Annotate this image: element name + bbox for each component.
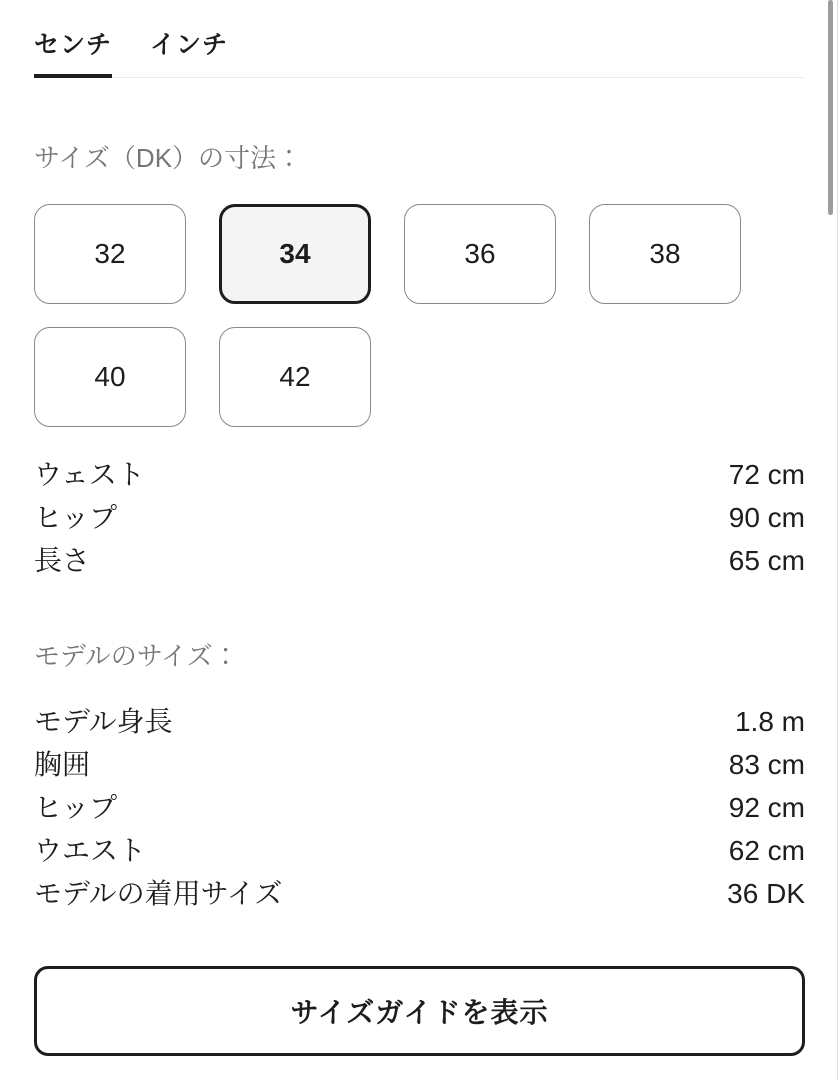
model-row xyxy=(34,700,805,743)
model-row-label: ヒップ xyxy=(34,792,118,823)
model-row xyxy=(34,872,805,915)
size-button-42[interactable]: 42 xyxy=(219,327,371,427)
model-section-heading: モデルのサイズ： xyxy=(34,641,239,671)
model-row-value: 92 cm xyxy=(728,792,805,823)
model-row-label: ウエスト xyxy=(34,835,147,866)
model-row xyxy=(34,743,805,786)
size-button-36[interactable]: 36 xyxy=(404,204,556,304)
measurement-label: ウェスト xyxy=(34,459,145,490)
size-guide-button[interactable]: サイズガイドを表示 xyxy=(34,966,805,1056)
model-row-value: 36 DK xyxy=(727,878,805,909)
size-button-34[interactable]: 34 xyxy=(219,204,371,304)
panel-right-border xyxy=(837,0,838,1080)
scrollbar-thumb[interactable] xyxy=(828,0,833,215)
model-row xyxy=(34,829,805,872)
size-button-38[interactable]: 38 xyxy=(589,204,741,304)
measurement-value: 90 cm xyxy=(728,502,805,533)
measurement-label: ヒップ xyxy=(34,502,118,533)
measurement-row xyxy=(34,496,805,539)
tab-inches[interactable]: インチ xyxy=(150,31,229,59)
model-row-label: 胸囲 xyxy=(34,749,91,780)
measurement-label: 長さ xyxy=(34,545,91,576)
model-row-value: 62 cm xyxy=(728,835,805,866)
size-button-32[interactable]: 32 xyxy=(34,204,186,304)
measurement-value: 65 cm xyxy=(728,545,805,576)
size-grid xyxy=(34,204,805,427)
size-button-40[interactable]: 40 xyxy=(34,327,186,427)
model-row-value: 1.8 m xyxy=(734,706,805,737)
garment-measurements xyxy=(34,453,805,582)
measurement-value: 72 cm xyxy=(728,459,805,490)
model-measurements xyxy=(34,700,805,915)
tab-centimeters[interactable]: センチ xyxy=(34,25,112,78)
measurement-row xyxy=(34,539,805,582)
model-row-label: モデルの着用サイズ xyxy=(34,878,283,909)
model-row xyxy=(34,786,805,829)
unit-tabs xyxy=(34,0,805,78)
model-row-label: モデル身長 xyxy=(34,706,173,737)
measurement-row xyxy=(34,453,805,496)
model-row-value: 83 cm xyxy=(728,749,805,780)
size-section-heading: サイズ（DK）の寸法： xyxy=(34,143,303,173)
